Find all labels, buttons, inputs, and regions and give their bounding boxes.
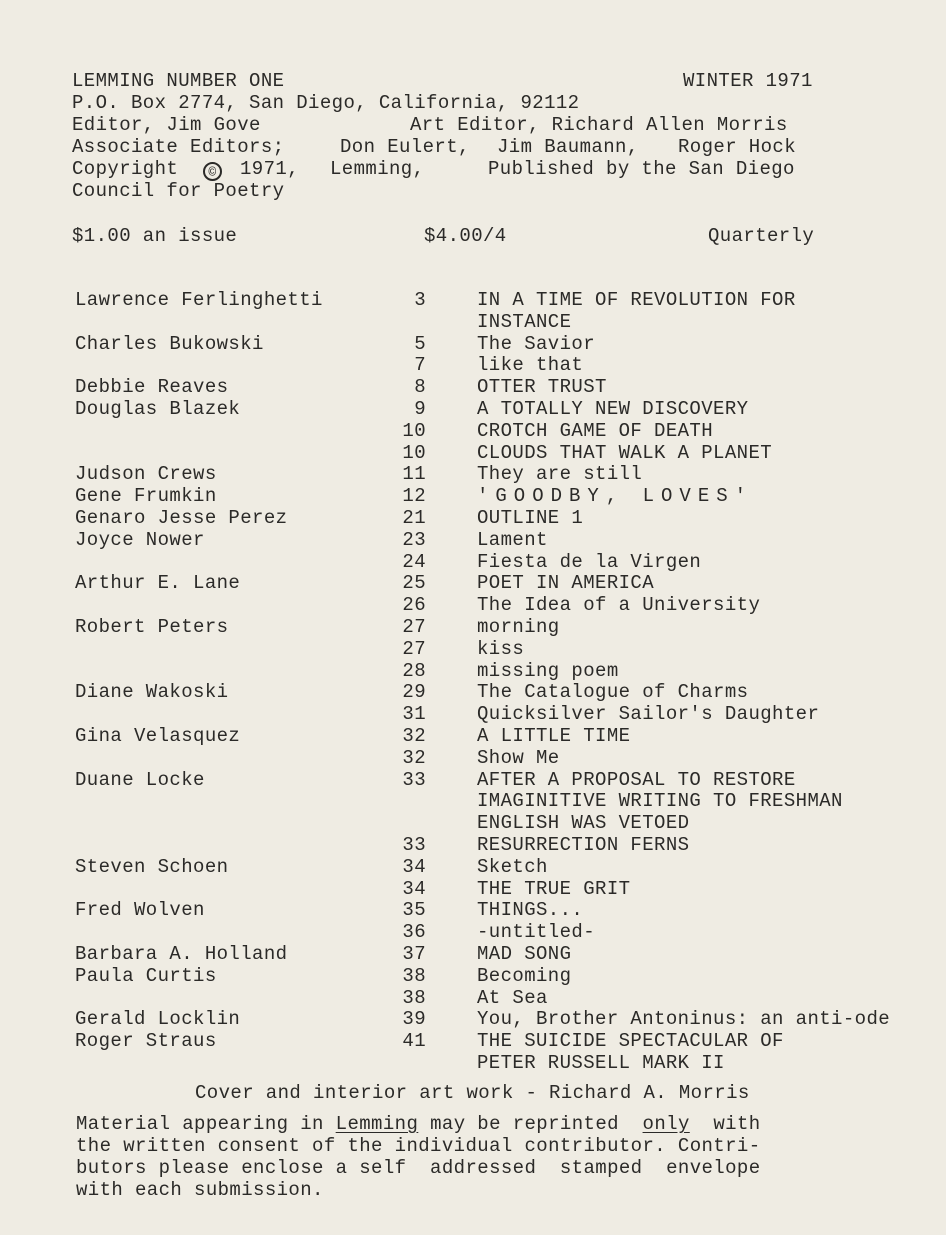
toc-entry xyxy=(0,681,946,703)
copyright-year: 1971, xyxy=(240,158,300,180)
toc-entry xyxy=(0,420,946,442)
toc-page-number: 9 xyxy=(414,398,426,420)
associate-editor-3: Roger Hock xyxy=(678,136,797,158)
reprint-notice-line-4: with each submission. xyxy=(76,1179,324,1201)
copyright-icon: © xyxy=(203,162,222,181)
toc-title: RESURRECTION FERNS xyxy=(477,834,690,856)
toc-entry xyxy=(0,921,946,943)
toc-author: Steven Schoen xyxy=(75,855,229,878)
toc-author: Gerald Locklin xyxy=(75,1008,241,1031)
toc-title: Sketch xyxy=(477,855,548,878)
art-credit: Cover and interior art work - Richard A. Morris xyxy=(195,1082,750,1104)
toc-author: Judson Crews xyxy=(75,463,217,486)
toc-title: 'GOODBY, LOVES' xyxy=(477,485,754,508)
toc-title: At Sea xyxy=(477,986,548,1009)
issue-season: WINTER 1971 xyxy=(683,70,813,92)
toc-page-number: 21 xyxy=(402,507,426,529)
toc-page-number: 34 xyxy=(402,855,426,878)
toc-entry xyxy=(0,878,946,900)
toc-title: POET IN AMERICA xyxy=(477,572,655,595)
toc-page-number: 10 xyxy=(402,441,426,464)
toc-page-number: 7 xyxy=(414,354,426,377)
art-editor-credit: Art Editor, Richard Allen Morris xyxy=(410,114,788,136)
toc-entry xyxy=(0,660,946,682)
associate-editor-1: Don Eulert, xyxy=(340,136,470,158)
toc-title: IMAGINITIVE WRITING TO FRESHMAN xyxy=(477,790,843,813)
toc-title: The Catalogue of Charms xyxy=(477,681,749,704)
toc-entry xyxy=(0,529,946,551)
toc-page-number: 24 xyxy=(402,550,426,573)
toc-author: Douglas Blazek xyxy=(75,398,241,420)
toc-page-number: 32 xyxy=(402,725,426,747)
toc-entry xyxy=(0,354,946,376)
toc-entry xyxy=(0,551,946,573)
toc-entry xyxy=(0,790,946,812)
toc-author: Gina Velasquez xyxy=(75,725,241,747)
toc-title: The Savior xyxy=(477,332,596,355)
toc-entry xyxy=(0,485,946,507)
toc-entry xyxy=(0,987,946,1009)
toc-author: Lawrence Ferlinghetti xyxy=(75,289,323,311)
toc-title: morning xyxy=(477,616,560,638)
associate-editor-2: Jim Baumann, xyxy=(497,136,639,158)
toc-entry xyxy=(0,1008,946,1030)
toc-entry xyxy=(0,943,946,965)
notice-text: with xyxy=(713,1113,761,1135)
toc-title: They are still xyxy=(477,463,643,486)
mailing-address: P.O. Box 2774, San Diego, California, 92112 xyxy=(72,92,580,114)
toc-title: kiss xyxy=(477,637,525,660)
toc-entry xyxy=(0,899,946,921)
toc-page-number: 31 xyxy=(402,703,426,726)
toc-page-number: 25 xyxy=(402,572,426,595)
toc-page-number: 32 xyxy=(402,746,426,769)
toc-page-number: 12 xyxy=(402,485,426,508)
toc-entry xyxy=(0,442,946,464)
toc-author: Fred Wolven xyxy=(75,899,205,922)
toc-page-number: 23 xyxy=(402,528,426,551)
toc-entry xyxy=(0,725,946,747)
toc-author: Debbie Reaves xyxy=(75,376,229,399)
toc-title: CROTCH GAME OF DEATH xyxy=(477,419,714,442)
toc-title: THE TRUE GRIT xyxy=(477,877,631,900)
toc-page-number: 28 xyxy=(402,659,426,682)
copyright-publisher-cont: Council for Poetry xyxy=(72,180,285,202)
toc-entry xyxy=(0,638,946,660)
toc-page-number: 5 xyxy=(414,332,426,355)
toc-page-number: 11 xyxy=(402,463,426,486)
toc-title: You, Brother Antoninus: an anti-ode xyxy=(477,1008,891,1031)
toc-title: INSTANCE xyxy=(477,310,572,333)
toc-page-number: 38 xyxy=(402,964,426,987)
toc-author: Genaro Jesse Perez xyxy=(75,507,288,529)
toc-entry xyxy=(0,1052,946,1074)
toc-page-number: 33 xyxy=(402,834,426,856)
associate-editors-label: Associate Editors; xyxy=(72,136,285,158)
toc-page-number: 8 xyxy=(414,376,426,399)
toc-page-number: 26 xyxy=(402,594,426,617)
toc-title: Fiesta de la Virgen xyxy=(477,550,702,573)
toc-entry xyxy=(0,812,946,834)
toc-title: MAD SONG xyxy=(477,943,572,965)
notice-text: Material appearing in xyxy=(76,1113,324,1135)
single-issue-price: $1.00 an issue xyxy=(72,225,238,247)
notice-text: may be reprinted xyxy=(430,1113,619,1135)
publication-frequency: Quarterly xyxy=(708,225,815,247)
toc-author: Gene Frumkin xyxy=(75,485,217,508)
toc-page-number: 29 xyxy=(402,681,426,704)
toc-page-number: 37 xyxy=(402,943,426,965)
toc-author: Joyce Nower xyxy=(75,528,205,551)
toc-page-number: 34 xyxy=(402,877,426,900)
toc-author: Paula Curtis xyxy=(75,964,217,987)
toc-author: Arthur E. Lane xyxy=(75,572,241,595)
magazine-name: LEMMING NUMBER ONE xyxy=(72,70,285,92)
toc-page-number: 27 xyxy=(402,616,426,638)
toc-title: THE SUICIDE SPECTACULAR OF xyxy=(477,1030,784,1053)
toc-title: The Idea of a University xyxy=(477,594,761,617)
toc-page-number: 39 xyxy=(402,1008,426,1031)
toc-title: AFTER A PROPOSAL TO RESTORE xyxy=(477,768,796,791)
notice-magazine: Lemming xyxy=(335,1113,419,1135)
toc-title: Quicksilver Sailor's Daughter xyxy=(477,703,820,726)
toc-title: IN A TIME OF REVOLUTION FOR xyxy=(477,289,796,311)
copyright-label: Copyright xyxy=(72,158,179,180)
toc-author: Barbara A. Holland xyxy=(75,943,288,965)
toc-entry xyxy=(0,965,946,987)
toc-title: Show Me xyxy=(477,746,560,769)
toc-entry xyxy=(0,747,946,769)
toc-title: A LITTLE TIME xyxy=(477,725,631,747)
toc-title: A TOTALLY NEW DISCOVERY xyxy=(477,398,749,420)
copyright-magazine: Lemming, xyxy=(330,158,425,180)
reprint-notice-line-3: butors please enclose a self addressed stamped envelope xyxy=(76,1157,761,1179)
toc-entry xyxy=(0,376,946,398)
reprint-notice-line-2: the written consent of the individual contributor. Contri- xyxy=(76,1135,761,1157)
copyright-publisher: Published by the San Diego xyxy=(488,158,795,180)
toc-entry xyxy=(0,769,946,791)
toc-author: Diane Wakoski xyxy=(75,681,229,704)
toc-title: OUTLINE 1 xyxy=(477,507,584,529)
toc-title: -untitled- xyxy=(477,921,596,944)
toc-entry xyxy=(0,463,946,485)
reprint-notice-line-1 xyxy=(76,1113,761,1135)
toc-author: Robert Peters xyxy=(75,616,229,638)
toc-entry xyxy=(0,333,946,355)
toc-entry xyxy=(0,572,946,594)
toc-page-number: 10 xyxy=(402,419,426,442)
toc-title: like that xyxy=(477,354,584,377)
toc-title: OTTER TRUST xyxy=(477,376,607,399)
toc-author: Duane Locke xyxy=(75,768,205,791)
copyright-symbol-wrap xyxy=(201,158,224,181)
toc-entry xyxy=(0,834,946,856)
toc-author: Charles Bukowski xyxy=(75,332,264,355)
toc-author: Roger Straus xyxy=(75,1030,217,1053)
toc-title: THINGS... xyxy=(477,899,584,922)
toc-title: CLOUDS THAT WALK A PLANET xyxy=(477,441,773,464)
toc-entry xyxy=(0,398,946,420)
editor-credit: Editor, Jim Gove xyxy=(72,114,261,136)
toc-page-number: 33 xyxy=(402,768,426,791)
toc-entry xyxy=(0,1030,946,1052)
toc-page-number: 38 xyxy=(402,986,426,1009)
subscription-price: $4.00/4 xyxy=(424,225,507,247)
toc-title: Lament xyxy=(477,528,548,551)
toc-entry xyxy=(0,311,946,333)
toc-page-number: 35 xyxy=(402,899,426,922)
notice-only: only xyxy=(642,1113,690,1135)
toc-entry xyxy=(0,616,946,638)
toc-title: missing poem xyxy=(477,659,619,682)
toc-entry xyxy=(0,703,946,725)
toc-title: PETER RUSSELL MARK II xyxy=(477,1052,725,1074)
toc-page-number: 36 xyxy=(402,921,426,944)
toc-title: ENGLISH WAS VETOED xyxy=(477,812,690,835)
toc-page-number: 41 xyxy=(402,1030,426,1053)
toc-entry xyxy=(0,289,946,311)
toc-entry xyxy=(0,594,946,616)
toc-entry xyxy=(0,856,946,878)
toc-page-number: 27 xyxy=(402,637,426,660)
toc-entry xyxy=(0,507,946,529)
toc-title: Becoming xyxy=(477,964,572,987)
toc-page-number: 3 xyxy=(414,289,426,311)
